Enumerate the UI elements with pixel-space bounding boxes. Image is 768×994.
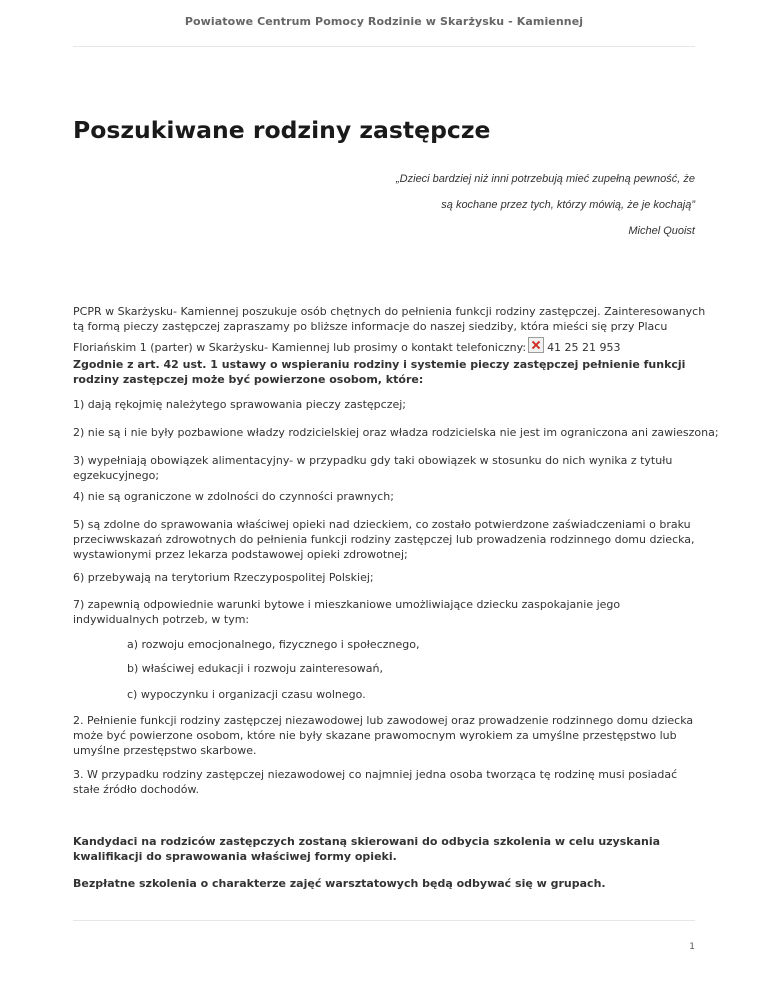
subcondition-b: b) właściwej edukacji i rozwoju zainteresowań, — [127, 662, 384, 675]
condition-6: 6) przebywają na terytorium Rzeczypospolitej Polskiej; — [73, 571, 374, 584]
quote-author: Michel Quoist — [628, 225, 695, 237]
point-2: 2. Pełnienie funkcji rodziny zastępczej niezawodowej lub zawodowej oraz prowadzenie rodzinnego domu dziecka może być powierzone osobom, które nie były skazane prawomocnym wyrokiem za umyślne przestępstwo lub umyślne przestępstwo skarbowe. — [73, 714, 694, 757]
page-number: 1 — [689, 942, 695, 952]
subcondition-c: c) wypoczynku i organizacji czasu wolnego. — [127, 688, 366, 701]
quote-line-1: „Dzieci bardziej niż inni potrzebują mieć zupełną pewność, że — [396, 173, 695, 185]
condition-5: 5) są zdolne do sprawowania właściwej opieki nad dzieckiem, co zostało potwierdzone zaświadczeniami o braku przeciwwskazań zdrowotnych do pełnienia funkcji rodziny zastępczej lub prowadzenia rodzinnego domu dziecka, wystawionymi przez lekarza podstawowej opieki zdrowotnej; — [73, 518, 695, 561]
phone-number: 41 25 21 953 — [547, 341, 621, 354]
condition-2: 2) nie są i nie były pozbawione władzy rodzicielskiej oraz władza rodzicielska nie jest im ograniczona ani zawieszona; — [73, 426, 719, 439]
header-text: Powiatowe Centrum Pomocy Rodzinie w Skarżysku - Kamiennej — [184, 15, 584, 28]
training-note: Kandydaci na rodziców zastępczych zostaną skierowani do odbycia szkolenia w celu uzyskania kwalifikacji do sprawowania właściwej formy opieki. — [73, 835, 661, 863]
intro-line-3: Floriańskim 1 (parter) w Skarżysku- Kamiennej lub prosimy o kontakt telefoniczny: — [73, 341, 527, 354]
intro-line-2: tą formą pieczy zastępczej zapraszamy po bliższe informacje do naszej siedziby, która mieści się przy Placu — [73, 320, 668, 333]
quote-line-2: są kochane przez tych, którzy mówią, że je kochają” — [441, 199, 695, 211]
condition-3: 3) wypełniają obowiązek alimentacyjny- w przypadku gdy taki obowiązek w stosunku do nich wynika z tytułu egzekucyjnego; — [73, 454, 673, 482]
page-title: Poszukiwane rodziny zastępcze — [73, 116, 491, 144]
intro-paragraph — [73, 304, 723, 355]
intro-line-1: PCPR w Skarżysku- Kamiennej poszukuje osób chętnych do pełnienia funkcji rodziny zastępczej. Zainteresowanych — [73, 305, 706, 318]
training-free-note: Bezpłatne szkolenia o charakterze zajęć warsztatowych będą odbywać się w grupach. — [73, 877, 606, 890]
intro-line-3-row — [73, 337, 723, 355]
condition-1: 1) dają rękojmię należytego sprawowania pieczy zastępczej; — [73, 398, 407, 411]
condition-4: 4) nie są ograniczone w zdolności do czynności prawnych; — [73, 490, 394, 503]
page-header — [73, 15, 695, 47]
broken-image-icon — [528, 337, 544, 353]
legal-heading: Zgodnie z art. 42 ust. 1 ustawy o wspieraniu rodziny i systemie pieczy zastępczej pełnienie funkcji rodziny zastępczej może być powierzone osobom, które: — [73, 358, 686, 386]
point-3: 3. W przypadku rodziny zastępczej niezawodowej co najmniej jedna osoba tworząca tę rodzinę musi posiadać stałe źródło dochodów. — [73, 768, 678, 796]
condition-7: 7) zapewnią odpowiednie warunki bytowe i mieszkaniowe umożliwiające dziecku zaspokajanie jego indywidualnych potrzeb, w tym: — [73, 598, 621, 626]
subcondition-a: a) rozwoju emocjonalnego, fizycznego i społecznego, — [127, 638, 420, 651]
page-footer — [73, 920, 695, 961]
